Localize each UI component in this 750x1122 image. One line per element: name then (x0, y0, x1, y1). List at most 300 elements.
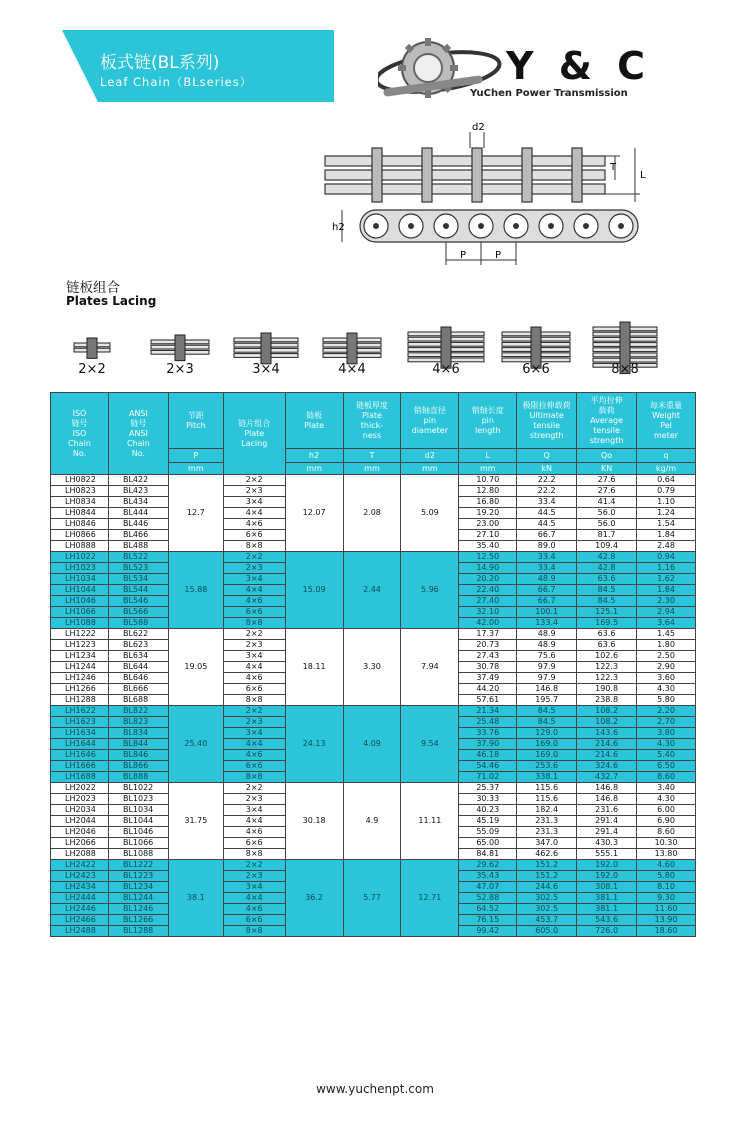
table-cell: 3×4 (223, 882, 285, 893)
table-cell: 12.07 (285, 475, 343, 552)
table-cell: 35.40 (459, 541, 517, 552)
table-cell: LH2046 (51, 827, 109, 838)
table-cell: 1.16 (637, 563, 696, 574)
table-cell: BL823 (108, 717, 168, 728)
table-cell: 27.6 (577, 475, 637, 486)
table-cell: 37.49 (459, 673, 517, 684)
table-cell: 11.60 (637, 904, 696, 915)
table-cell: 2.70 (637, 717, 696, 728)
table-cell: 25.40 (168, 706, 223, 783)
table-cell: 231.6 (577, 805, 637, 816)
table-cell: 4×4 (223, 893, 285, 904)
table-cell: 20.73 (459, 640, 517, 651)
table-cell: 23.00 (459, 519, 517, 530)
table-cell: 6×6 (223, 838, 285, 849)
plate-lacing-icon (233, 331, 299, 366)
table-cell: 6.90 (637, 816, 696, 827)
table-cell: 146.8 (517, 684, 577, 695)
table-cell: BL1266 (108, 915, 168, 926)
table-cell: 4×6 (223, 827, 285, 838)
table-cell: BL466 (108, 530, 168, 541)
table-cell: 726.0 (577, 926, 637, 937)
table-cell: LH2022 (51, 783, 109, 794)
table-cell: 302.5 (517, 904, 577, 915)
plate-lacing-label: 8×8 (611, 362, 639, 377)
table-cell: BL544 (108, 585, 168, 596)
table-cell: 2.48 (637, 541, 696, 552)
table-cell: 5.96 (401, 552, 459, 629)
table-cell: LH2446 (51, 904, 109, 915)
table-cell: 12.7 (168, 475, 223, 552)
footer-url: www.yuchenpt.com (316, 1082, 434, 1096)
table-cell: 169.0 (517, 750, 577, 761)
table-cell: 65.00 (459, 838, 517, 849)
table-cell: 192.0 (577, 860, 637, 871)
table-cell: 12.50 (459, 552, 517, 563)
table-cell: 0.94 (637, 552, 696, 563)
table-cell: LH1246 (51, 673, 109, 684)
table-cell: 1.45 (637, 629, 696, 640)
table-cell: BL446 (108, 519, 168, 530)
spec-table (50, 392, 696, 937)
table-cell: 2×2 (223, 706, 285, 717)
table-cell: 238.8 (577, 695, 637, 706)
table-cell: 195.7 (517, 695, 577, 706)
plate-lacing-label: 2×3 (166, 362, 194, 377)
table-cell: 63.6 (577, 629, 637, 640)
table-cell: 40.23 (459, 805, 517, 816)
table-cell: 4×6 (223, 750, 285, 761)
table-cell: 5.09 (401, 475, 459, 552)
table-cell: 2×3 (223, 563, 285, 574)
table-cell: 41.4 (577, 497, 637, 508)
brand-name: Y & C (506, 44, 652, 88)
table-cell: 8.10 (637, 882, 696, 893)
table-cell: 54.46 (459, 761, 517, 772)
table-cell: 27.6 (577, 486, 637, 497)
table-cell: BL1222 (108, 860, 168, 871)
table-cell: 97.9 (517, 673, 577, 684)
table-cell: 44.20 (459, 684, 517, 695)
table-cell: 76.15 (459, 915, 517, 926)
table-cell: 1.10 (637, 497, 696, 508)
table-cell: 42.00 (459, 618, 517, 629)
table-cell: 555.1 (577, 849, 637, 860)
table-cell: 5.80 (637, 871, 696, 882)
title-banner (62, 30, 334, 102)
table-cell: 42.8 (577, 552, 637, 563)
table-cell: 381.1 (577, 904, 637, 915)
table-cell: 97.9 (517, 662, 577, 673)
table-cell: 20.20 (459, 574, 517, 585)
table-cell: 253.6 (517, 761, 577, 772)
table-cell: BL1034 (108, 805, 168, 816)
table-cell: 63.6 (577, 640, 637, 651)
table-cell: 192.0 (577, 871, 637, 882)
table-cell: 4×4 (223, 585, 285, 596)
table-cell: 244.6 (517, 882, 577, 893)
table-cell: 63.6 (577, 574, 637, 585)
table-cell: 44.5 (517, 508, 577, 519)
table-row (51, 629, 696, 640)
table-cell: 75.6 (517, 651, 577, 662)
symbol-thick: T (343, 449, 401, 463)
table-cell: 2.44 (343, 552, 401, 629)
unit-pitch: mm (168, 463, 223, 475)
table-cell: 2×3 (223, 640, 285, 651)
table-cell: BL1088 (108, 849, 168, 860)
table-cell: 7.94 (401, 629, 459, 706)
table-cell: 8×8 (223, 618, 285, 629)
table-cell: 84.5 (517, 717, 577, 728)
table-cell: LH0866 (51, 530, 109, 541)
table-cell: 27.10 (459, 530, 517, 541)
table-cell: 46.18 (459, 750, 517, 761)
table-cell: 6×6 (223, 684, 285, 695)
table-cell: 6×6 (223, 761, 285, 772)
plate-lacing-icon (73, 336, 111, 360)
table-cell: LH2044 (51, 816, 109, 827)
plates-lacing-title-cn: 链板组合 (66, 280, 120, 296)
table-cell: 3×4 (223, 497, 285, 508)
table-cell: LH1666 (51, 761, 109, 772)
table-cell: 22.2 (517, 475, 577, 486)
table-cell: LH1088 (51, 618, 109, 629)
table-cell: BL866 (108, 761, 168, 772)
table-cell: LH2488 (51, 926, 109, 937)
table-cell: 71.02 (459, 772, 517, 783)
table-cell: BL444 (108, 508, 168, 519)
table-cell: 2.08 (343, 475, 401, 552)
table-cell: 338.1 (517, 772, 577, 783)
table-cell: 19.05 (168, 629, 223, 706)
table-cell: 12.71 (401, 860, 459, 937)
table-cell: 4.60 (637, 860, 696, 871)
table-cell: 122.3 (577, 662, 637, 673)
table-row (51, 475, 696, 486)
table-cell: 102.6 (577, 651, 637, 662)
table-cell: 2×2 (223, 629, 285, 640)
table-cell: 66.7 (517, 530, 577, 541)
label-P1: P (460, 250, 467, 261)
table-cell: 8.60 (637, 772, 696, 783)
header-pin: 销轴直径 pin diameter (401, 393, 459, 449)
table-cell: LH1022 (51, 552, 109, 563)
table-cell: 133.4 (517, 618, 577, 629)
table-cell: 231.3 (517, 816, 577, 827)
spec-table-body (51, 475, 696, 937)
table-cell: 0.64 (637, 475, 696, 486)
header-ult: 极限拉伸载荷 Ultimate tensile strength (517, 393, 577, 449)
table-cell: 125.1 (577, 607, 637, 618)
table-cell: LH2066 (51, 838, 109, 849)
table-cell: 2.94 (637, 607, 696, 618)
header-plate: 链板 Plate (285, 393, 343, 449)
plate-lacing-label: 6×6 (522, 362, 550, 377)
table-cell: 5.80 (637, 695, 696, 706)
table-cell: 55.09 (459, 827, 517, 838)
table-cell: 214.6 (577, 750, 637, 761)
table-cell: 81.7 (577, 530, 637, 541)
table-cell: BL434 (108, 497, 168, 508)
header-thick: 链板厚度 Plate thick- ness (343, 393, 401, 449)
table-cell: 15.09 (285, 552, 343, 629)
title-en: Leaf Chain（BLseries） (100, 75, 253, 89)
table-cell: 1.24 (637, 508, 696, 519)
table-cell: 44.5 (517, 519, 577, 530)
label-h2: h2 (332, 222, 345, 233)
plate-lacing-label: 4×4 (338, 362, 366, 377)
table-cell: BL488 (108, 541, 168, 552)
table-cell: 35.43 (459, 871, 517, 882)
table-cell: LH1223 (51, 640, 109, 651)
table-cell: 3×4 (223, 728, 285, 739)
unit-thick: mm (343, 463, 401, 475)
table-cell: 11.11 (401, 783, 459, 860)
table-cell: BL523 (108, 563, 168, 574)
table-cell: 66.7 (517, 596, 577, 607)
table-cell: 100.1 (517, 607, 577, 618)
table-cell: LH1234 (51, 651, 109, 662)
table-cell: LH1066 (51, 607, 109, 618)
table-cell: LH0823 (51, 486, 109, 497)
table-cell: 84.5 (577, 596, 637, 607)
table-cell: BL666 (108, 684, 168, 695)
table-cell: 291.4 (577, 816, 637, 827)
table-cell: BL1044 (108, 816, 168, 827)
table-cell: 302.5 (517, 893, 577, 904)
table-cell: 3.30 (343, 629, 401, 706)
table-cell: 291.4 (577, 827, 637, 838)
table-cell: 3.60 (637, 673, 696, 684)
table-cell: 1.54 (637, 519, 696, 530)
table-cell: LH1023 (51, 563, 109, 574)
table-cell: 17.37 (459, 629, 517, 640)
table-cell: BL588 (108, 618, 168, 629)
table-cell: 38.1 (168, 860, 223, 937)
table-cell: BL522 (108, 552, 168, 563)
table-cell: 2.90 (637, 662, 696, 673)
table-cell: 4×6 (223, 519, 285, 530)
table-cell: LH2444 (51, 893, 109, 904)
table-cell: 22.40 (459, 585, 517, 596)
table-cell: BL688 (108, 695, 168, 706)
table-cell: 27.40 (459, 596, 517, 607)
table-cell: 4×6 (223, 673, 285, 684)
table-cell: 8×8 (223, 772, 285, 783)
table-cell: BL888 (108, 772, 168, 783)
table-cell: 3.64 (637, 618, 696, 629)
label-d2: d2 (472, 122, 485, 133)
table-cell: BL623 (108, 640, 168, 651)
table-cell: 182.4 (517, 805, 577, 816)
table-cell: 151.2 (517, 871, 577, 882)
title-cn: 板式链(BL系列) (100, 53, 220, 73)
table-cell: 2.30 (637, 596, 696, 607)
table-cell: 2×2 (223, 475, 285, 486)
table-cell: 33.4 (517, 563, 577, 574)
table-cell: 84.5 (517, 706, 577, 717)
table-cell: 169.0 (517, 739, 577, 750)
table-cell: 29.62 (459, 860, 517, 871)
table-cell: 108.2 (577, 706, 637, 717)
header-iso: ISO 链号 ISO Chain No. (51, 393, 109, 475)
table-cell: 3×4 (223, 574, 285, 585)
table-cell: 24.13 (285, 706, 343, 783)
plate-lacing-icons (60, 290, 700, 380)
unit-avg: KN (577, 463, 637, 475)
table-cell: 18.11 (285, 629, 343, 706)
table-cell: 9.30 (637, 893, 696, 904)
table-cell: BL1234 (108, 882, 168, 893)
table-cell: 3×4 (223, 651, 285, 662)
label-L: L (640, 170, 646, 181)
table-row (51, 783, 696, 794)
symbol-avg: Qo (577, 449, 637, 463)
table-cell: LH1244 (51, 662, 109, 673)
unit-pin: mm (401, 463, 459, 475)
table-cell: 13.90 (637, 915, 696, 926)
table-cell: 19.20 (459, 508, 517, 519)
table-row (51, 552, 696, 563)
table-cell: LH0822 (51, 475, 109, 486)
table-cell: 3×4 (223, 805, 285, 816)
table-cell: 347.0 (517, 838, 577, 849)
table-cell: 30.18 (285, 783, 343, 860)
table-cell: 37.90 (459, 739, 517, 750)
table-cell: 84.81 (459, 849, 517, 860)
header-avg: 平均拉伸 载荷 Average tensile strength (577, 393, 637, 449)
table-cell: 324.6 (577, 761, 637, 772)
symbol-length: L (459, 449, 517, 463)
table-cell: 12.80 (459, 486, 517, 497)
table-cell: LH2434 (51, 882, 109, 893)
table-cell: 48.9 (517, 629, 577, 640)
table-cell: 2×2 (223, 783, 285, 794)
table-cell: LH1644 (51, 739, 109, 750)
table-cell: 453.7 (517, 915, 577, 926)
table-cell: BL622 (108, 629, 168, 640)
table-cell: 6.00 (637, 805, 696, 816)
table-cell: BL1023 (108, 794, 168, 805)
table-cell: BL644 (108, 662, 168, 673)
table-cell: 2×2 (223, 860, 285, 871)
table-cell: 4×6 (223, 904, 285, 915)
table-cell: 27.43 (459, 651, 517, 662)
table-cell: LH1266 (51, 684, 109, 695)
table-cell: 430.3 (577, 838, 637, 849)
header-lacing: 链片组合 Plate Lacing (223, 393, 285, 475)
table-cell: 15.88 (168, 552, 223, 629)
table-cell: 0.79 (637, 486, 696, 497)
table-cell: 6×6 (223, 607, 285, 618)
table-cell: 84.5 (577, 585, 637, 596)
table-cell: 462.6 (517, 849, 577, 860)
table-cell: BL834 (108, 728, 168, 739)
table-cell: 66.7 (517, 585, 577, 596)
label-P2: P (495, 250, 502, 261)
table-cell: 2.20 (637, 706, 696, 717)
table-cell: BL566 (108, 607, 168, 618)
table-cell: 2×3 (223, 794, 285, 805)
table-cell: 1.80 (637, 640, 696, 651)
table-cell: 169.5 (577, 618, 637, 629)
table-cell: LH1044 (51, 585, 109, 596)
table-cell: 3.80 (637, 728, 696, 739)
table-cell: 33.4 (517, 497, 577, 508)
table-cell: 25.37 (459, 783, 517, 794)
table-cell: 129.0 (517, 728, 577, 739)
table-cell: 432.7 (577, 772, 637, 783)
table-cell: 18.60 (637, 926, 696, 937)
unit-plate: mm (285, 463, 343, 475)
table-cell: BL1288 (108, 926, 168, 937)
table-cell: LH1034 (51, 574, 109, 585)
table-cell: BL646 (108, 673, 168, 684)
table-cell: LH0846 (51, 519, 109, 530)
table-cell: 4×4 (223, 739, 285, 750)
table-cell: BL844 (108, 739, 168, 750)
table-cell: LH1634 (51, 728, 109, 739)
table-cell: 4×6 (223, 596, 285, 607)
brand-subtitle: YuChen Power Transmission (470, 88, 628, 99)
table-row (51, 706, 696, 717)
table-cell: LH2088 (51, 849, 109, 860)
plates-lacing-title-en: Plates Lacing (66, 294, 157, 308)
table-cell: 231.3 (517, 827, 577, 838)
table-cell: 5.40 (637, 750, 696, 761)
table-cell: 10.30 (637, 838, 696, 849)
table-cell: BL1244 (108, 893, 168, 904)
table-cell: 56.0 (577, 519, 637, 530)
table-cell: 47.07 (459, 882, 517, 893)
table-cell: 8×8 (223, 541, 285, 552)
table-cell: LH2023 (51, 794, 109, 805)
table-cell: LH2423 (51, 871, 109, 882)
table-cell: 190.8 (577, 684, 637, 695)
table-cell: BL1223 (108, 871, 168, 882)
header-weight: 每米重量 Weight Pel meter (637, 393, 696, 449)
table-cell: LH1046 (51, 596, 109, 607)
plate-lacing-icon (150, 333, 210, 363)
table-cell: 108.2 (577, 717, 637, 728)
table-cell: BL1066 (108, 838, 168, 849)
table-cell: BL822 (108, 706, 168, 717)
table-cell: LH1623 (51, 717, 109, 728)
header-ansi: ANSI 链号 ANSI Chain No. (108, 393, 168, 475)
table-cell: 381.1 (577, 893, 637, 904)
table-cell: 32.10 (459, 607, 517, 618)
table-cell: 56.0 (577, 508, 637, 519)
table-cell: LH1288 (51, 695, 109, 706)
table-cell: 4.30 (637, 739, 696, 750)
plate-lacing-label: 4×6 (432, 362, 460, 377)
table-cell: 8.60 (637, 827, 696, 838)
table-cell: 543.6 (577, 915, 637, 926)
table-cell: 5.77 (343, 860, 401, 937)
table-cell: BL634 (108, 651, 168, 662)
table-cell: 3.40 (637, 783, 696, 794)
table-cell: LH1622 (51, 706, 109, 717)
table-cell: 6×6 (223, 915, 285, 926)
table-cell: 22.2 (517, 486, 577, 497)
table-cell: 89.0 (517, 541, 577, 552)
table-cell: 6.50 (637, 761, 696, 772)
table-cell: 1.62 (637, 574, 696, 585)
table-cell: 2.50 (637, 651, 696, 662)
chain-dimension-diagram (320, 120, 660, 270)
table-cell: BL423 (108, 486, 168, 497)
